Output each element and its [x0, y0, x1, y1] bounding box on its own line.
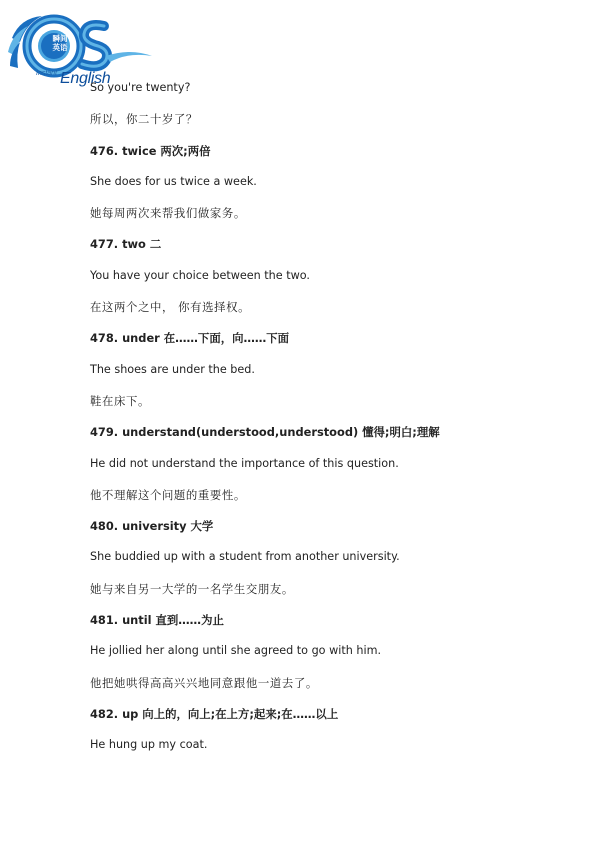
- translation-line: 她与来自另一大学的一名学生交朋友。: [90, 581, 294, 596]
- translation-line: 在这两个之中， 你有选择权。: [90, 300, 251, 315]
- sentence-line: You have your choice between the two.: [90, 268, 310, 282]
- entry-heading: 478. under 在……下面，向……下面: [90, 331, 290, 346]
- entry-heading: 476. twice 两次;两倍: [90, 143, 211, 158]
- translation-line: 她每周两次来帮我们做家务。: [90, 206, 246, 221]
- logo-badge-line-1: 瞬间: [52, 34, 68, 43]
- logo-english-text: English: [60, 70, 111, 87]
- sentence-line: The shoes are under the bed.: [90, 362, 255, 376]
- entry-heading: 477. two 二: [90, 237, 162, 252]
- instant-english-logo: [6, 8, 156, 86]
- entry-heading: 479. understand(understood,understood) 懂得;明白;理解: [90, 425, 440, 440]
- logo-badge-line-2: 英语: [52, 43, 68, 52]
- logo-badge-text: [46, 34, 74, 52]
- translation-line: 他把她哄得高高兴兴地同意跟他一道去了。: [90, 675, 318, 690]
- sentence-line: She does for us twice a week.: [90, 174, 257, 188]
- sentence-line: He jollied her along until she agreed to go with him.: [90, 644, 382, 658]
- logo-instant-text: Instant: [36, 70, 58, 77]
- vocabulary-content: [90, 78, 560, 767]
- translation-line: 他不理解这个问题的重要性。: [90, 487, 246, 502]
- sentence-line: She buddied up with a student from another university.: [90, 550, 400, 564]
- sentence-line: So you're twenty?: [90, 81, 191, 94]
- translation-line: 鞋在床下。: [90, 393, 150, 408]
- sentence-line: He did not understand the importance of this question.: [90, 456, 399, 470]
- entry-heading: 480. university 大学: [90, 519, 214, 534]
- translation-line: 所以，你二十岁了？: [90, 112, 198, 127]
- entry-heading: 482. up 向上的，向上;在上方;起来;在……以上: [90, 706, 339, 721]
- sentence-line: He hung up my coat.: [90, 738, 208, 752]
- entry-heading: 481. until 直到……为止: [90, 613, 224, 628]
